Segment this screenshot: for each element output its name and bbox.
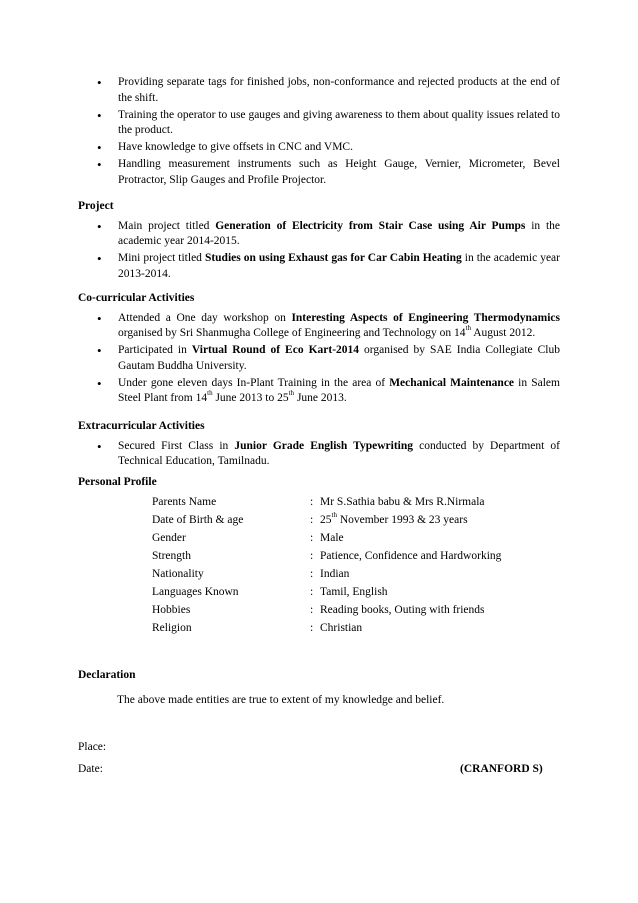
table-row: Parents Name : Mr S.Sathia babu & Mrs R.Nirmala bbox=[152, 496, 485, 508]
section-heading-personal-profile: Personal Profile bbox=[78, 476, 157, 488]
list-item: • Mini project titled Studies on using Exhaust gas for Car Cabin Heating in the academic year 2013-2014. bbox=[78, 251, 560, 282]
list-item: • Under gone eleven days In-Plant Training in the area of Mechanical Maintenance in Salem Steel Plant from 14th June 2013 to 25th June 2013. bbox=[78, 376, 560, 407]
table-row: Languages Known : Tamil, English bbox=[152, 586, 388, 598]
section-heading-project: Project bbox=[78, 200, 114, 212]
declaration-text: The above made entities are true to extent of my knowledge and belief. bbox=[117, 694, 445, 706]
extracurricular-section bbox=[78, 419, 560, 471]
list-item: • Have knowledge to give offsets in CNC and VMC. bbox=[78, 140, 560, 156]
list-item: • Secured First Class in Junior Grade English Typewriting conducted by Department of Technical Education, Tamilnadu. bbox=[78, 439, 560, 470]
personal-profile-section bbox=[78, 475, 560, 495]
section-heading-extracurricular: Extracurricular Activities bbox=[78, 420, 205, 432]
table-row: Strength : Patience, Confidence and Hardworking bbox=[152, 550, 502, 562]
signature: (CRANFORD S) bbox=[460, 763, 543, 775]
section-heading-declaration: Declaration bbox=[78, 669, 136, 681]
list-item: • Training the operator to use gauges and giving awareness to them about quality issues related to the product. bbox=[78, 108, 560, 139]
table-row: Gender : Male bbox=[152, 532, 344, 544]
project-list bbox=[78, 219, 560, 283]
table-row: Religion : Christian bbox=[152, 622, 363, 634]
date-label: Date: bbox=[78, 763, 103, 775]
list-item: • Main project titled Generation of Electricity from Stair Case using Air Pumps in the academic year 2014-2015. bbox=[78, 219, 560, 250]
cocurricular-section bbox=[78, 291, 560, 408]
section-heading-cocurricular: Co-curricular Activities bbox=[78, 292, 195, 304]
table-row: Hobbies : Reading books, Outing with friends bbox=[152, 604, 485, 616]
project-section bbox=[78, 199, 560, 284]
declaration-section bbox=[78, 668, 560, 688]
list-item: • Attended a One day workshop on Interesting Aspects of Engineering Thermodynamics organised by Sri Shanmugha College of Engineering and Technology on 14th August 2012. bbox=[78, 311, 560, 342]
list-item: • Participated in Virtual Round of Eco Kart-2014 organised by SAE India Collegiate Club Gautam Buddha University. bbox=[78, 343, 560, 374]
list-item: • Providing separate tags for finished jobs, non-conformance and rejected products at the end of the shift. bbox=[78, 75, 560, 106]
personal-profile-table bbox=[152, 495, 501, 639]
responsibilities-section bbox=[78, 75, 560, 190]
table-row: Date of Birth & age : 25th November 1993 & 23 years bbox=[152, 511, 468, 526]
cocurricular-list bbox=[78, 311, 560, 407]
table-row: Nationality : Indian bbox=[152, 568, 350, 580]
extracurricular-list bbox=[78, 439, 560, 470]
responsibilities-list bbox=[78, 75, 560, 188]
place-label: Place: bbox=[78, 741, 107, 753]
list-item: • Handling measurement instruments such as Height Gauge, Vernier, Micrometer, Bevel Protractor, Slip Gauges and Profile Projector. bbox=[78, 157, 560, 188]
